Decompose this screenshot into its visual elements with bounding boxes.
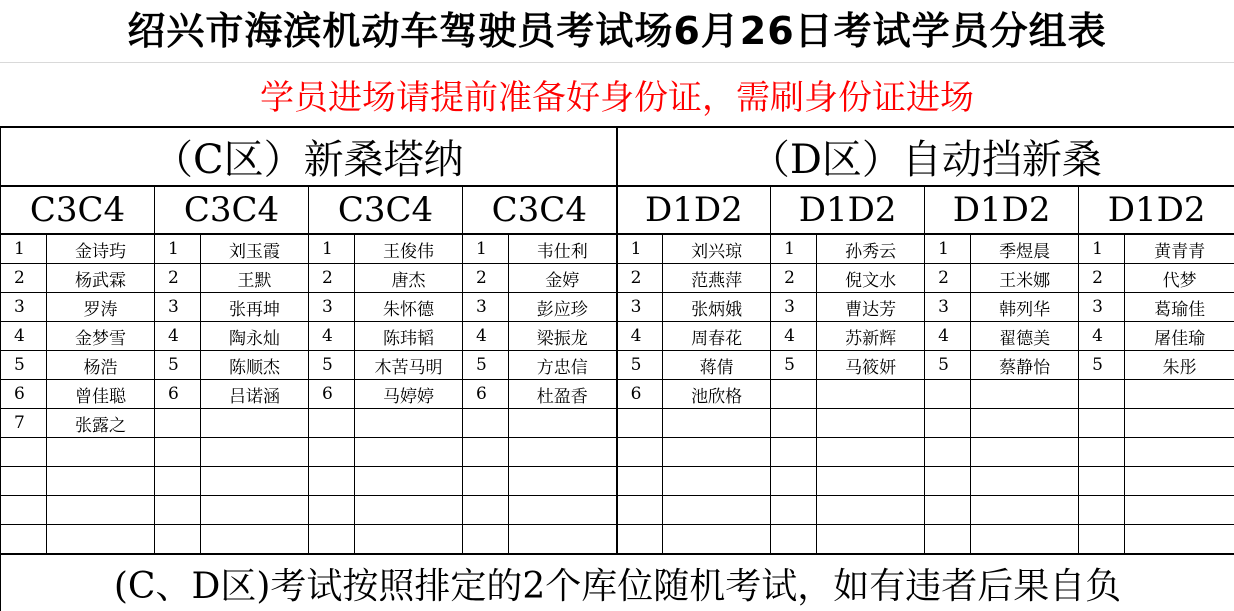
student-name: 苏新辉 xyxy=(817,322,925,351)
student-name xyxy=(509,409,617,438)
row-number: 6 xyxy=(463,380,509,409)
row-number: 3 xyxy=(1,293,47,322)
student-name xyxy=(47,525,155,555)
student-name xyxy=(1125,525,1234,555)
student-name xyxy=(971,380,1079,409)
student-name xyxy=(201,525,309,555)
student-name: 张再坤 xyxy=(201,293,309,322)
student-name xyxy=(509,467,617,496)
student-name xyxy=(47,438,155,467)
student-name: 张炳娥 xyxy=(663,293,771,322)
row-number: 4 xyxy=(771,322,817,351)
row-number: 5 xyxy=(1,351,47,380)
row-number: 2 xyxy=(1079,264,1125,293)
row-number xyxy=(771,496,817,525)
student-name xyxy=(1125,380,1234,409)
row-number: 6 xyxy=(1,380,47,409)
student-name xyxy=(663,496,771,525)
row-number: 5 xyxy=(309,351,355,380)
student-name: 木苦马明 xyxy=(355,351,463,380)
student-name: 韦仕利 xyxy=(509,234,617,264)
student-name: 梁振龙 xyxy=(509,322,617,351)
student-name: 朱怀德 xyxy=(355,293,463,322)
row-number: 4 xyxy=(1079,322,1125,351)
student-name xyxy=(509,496,617,525)
student-name xyxy=(47,496,155,525)
student-name xyxy=(663,409,771,438)
row-number xyxy=(771,380,817,409)
row-number xyxy=(463,438,509,467)
footer-note: (C、D区)考试按照排定的2个库位随机考试，如有违者后果自负 xyxy=(1,554,1234,611)
student-name: 葛瑜佳 xyxy=(1125,293,1234,322)
row-number: 4 xyxy=(155,322,201,351)
table-row xyxy=(1,234,1234,264)
student-name xyxy=(47,467,155,496)
row-number: 2 xyxy=(1,264,47,293)
student-name xyxy=(663,525,771,555)
student-name: 倪文水 xyxy=(817,264,925,293)
row-number: 3 xyxy=(1079,293,1125,322)
row-number xyxy=(309,467,355,496)
student-name: 金梦雪 xyxy=(47,322,155,351)
table-row xyxy=(1,409,1234,438)
student-name: 金诗玙 xyxy=(47,234,155,264)
group-class-header: D1D2 xyxy=(1079,186,1234,234)
grouping-table xyxy=(0,126,1234,611)
row-number: 1 xyxy=(617,234,663,264)
row-number xyxy=(617,496,663,525)
row-number xyxy=(155,438,201,467)
row-number: 6 xyxy=(309,380,355,409)
table-row xyxy=(1,293,1234,322)
row-number xyxy=(1079,380,1125,409)
row-number: 1 xyxy=(309,234,355,264)
row-number xyxy=(309,525,355,555)
student-name: 黄青青 xyxy=(1125,234,1234,264)
row-number xyxy=(155,467,201,496)
student-name: 张露之 xyxy=(47,409,155,438)
table-row xyxy=(1,496,1234,525)
row-number: 2 xyxy=(925,264,971,293)
row-number xyxy=(463,525,509,555)
student-name xyxy=(355,496,463,525)
row-number: 1 xyxy=(463,234,509,264)
student-name xyxy=(201,409,309,438)
student-name xyxy=(201,438,309,467)
student-name xyxy=(817,496,925,525)
row-number: 3 xyxy=(309,293,355,322)
student-name xyxy=(817,380,925,409)
row-number: 5 xyxy=(617,351,663,380)
row-number xyxy=(925,467,971,496)
student-name xyxy=(355,467,463,496)
student-name xyxy=(201,496,309,525)
row-number xyxy=(925,438,971,467)
student-name: 陈顺杰 xyxy=(201,351,309,380)
zone-c-header: （C区）新桑塔纳 xyxy=(1,127,617,186)
student-name xyxy=(971,525,1079,555)
student-name xyxy=(1125,409,1234,438)
row-number: 2 xyxy=(155,264,201,293)
row-number: 4 xyxy=(925,322,971,351)
row-number xyxy=(925,380,971,409)
zone-d-header: （D区）自动挡新桑 xyxy=(617,127,1234,186)
row-number xyxy=(1,525,47,555)
student-name: 杜盈香 xyxy=(509,380,617,409)
table-row xyxy=(1,467,1234,496)
student-name: 朱彤 xyxy=(1125,351,1234,380)
table-row xyxy=(1,322,1234,351)
student-name: 周春花 xyxy=(663,322,771,351)
group-class-header: C3C4 xyxy=(155,186,309,234)
student-name xyxy=(201,467,309,496)
student-name: 蒋倩 xyxy=(663,351,771,380)
student-name: 杨武霖 xyxy=(47,264,155,293)
group-class-header: C3C4 xyxy=(1,186,155,234)
row-number: 7 xyxy=(1,409,47,438)
row-number: 2 xyxy=(771,264,817,293)
student-name xyxy=(509,438,617,467)
row-number: 2 xyxy=(463,264,509,293)
row-number: 5 xyxy=(771,351,817,380)
group-class-header: D1D2 xyxy=(925,186,1079,234)
row-number xyxy=(617,525,663,555)
row-number xyxy=(1079,496,1125,525)
row-number xyxy=(771,409,817,438)
student-name: 王俊伟 xyxy=(355,234,463,264)
row-number xyxy=(771,525,817,555)
student-name xyxy=(817,467,925,496)
row-number: 2 xyxy=(617,264,663,293)
student-name: 杨浩 xyxy=(47,351,155,380)
student-name xyxy=(971,496,1079,525)
student-name xyxy=(1125,496,1234,525)
group-class-header: D1D2 xyxy=(617,186,771,234)
student-name: 翟德美 xyxy=(971,322,1079,351)
row-number xyxy=(1079,525,1125,555)
row-number xyxy=(617,438,663,467)
student-name xyxy=(1125,467,1234,496)
row-number xyxy=(463,409,509,438)
group-class-header: C3C4 xyxy=(463,186,617,234)
row-number xyxy=(1079,467,1125,496)
student-name: 金婷 xyxy=(509,264,617,293)
row-number xyxy=(155,525,201,555)
student-name: 罗涛 xyxy=(47,293,155,322)
row-number xyxy=(1,438,47,467)
row-number: 4 xyxy=(309,322,355,351)
row-number: 5 xyxy=(1079,351,1125,380)
row-number xyxy=(925,409,971,438)
row-number xyxy=(617,467,663,496)
student-name: 池欣格 xyxy=(663,380,771,409)
row-number xyxy=(771,467,817,496)
student-name xyxy=(817,409,925,438)
student-name xyxy=(355,525,463,555)
row-number: 1 xyxy=(1,234,47,264)
table-row xyxy=(1,525,1234,555)
student-name: 陈玮韬 xyxy=(355,322,463,351)
student-name: 王默 xyxy=(201,264,309,293)
student-name: 吕诺涵 xyxy=(201,380,309,409)
student-name: 彭应珍 xyxy=(509,293,617,322)
student-name xyxy=(355,438,463,467)
student-name xyxy=(971,467,1079,496)
group-class-header: D1D2 xyxy=(771,186,925,234)
student-name: 陶永灿 xyxy=(201,322,309,351)
table-row xyxy=(1,380,1234,409)
student-name xyxy=(817,525,925,555)
notice-text: 学员进场请提前准备好身份证，需刷身份证进场 xyxy=(0,62,1234,127)
row-number: 3 xyxy=(463,293,509,322)
student-name: 刘兴琼 xyxy=(663,234,771,264)
student-name: 刘玉霞 xyxy=(201,234,309,264)
student-name xyxy=(663,438,771,467)
row-number: 4 xyxy=(1,322,47,351)
student-name: 方忠信 xyxy=(509,351,617,380)
row-number xyxy=(309,438,355,467)
student-name xyxy=(1125,438,1234,467)
row-number xyxy=(155,409,201,438)
student-name: 蔡静怡 xyxy=(971,351,1079,380)
student-name: 唐杰 xyxy=(355,264,463,293)
row-number: 5 xyxy=(463,351,509,380)
table-row xyxy=(1,351,1234,380)
table-row xyxy=(1,438,1234,467)
row-number: 6 xyxy=(155,380,201,409)
student-name: 马筱妍 xyxy=(817,351,925,380)
row-number xyxy=(309,496,355,525)
row-number xyxy=(463,467,509,496)
row-number: 1 xyxy=(1079,234,1125,264)
row-number xyxy=(617,409,663,438)
student-name: 范燕萍 xyxy=(663,264,771,293)
student-name xyxy=(355,409,463,438)
row-number: 3 xyxy=(617,293,663,322)
student-name: 季煜晨 xyxy=(971,234,1079,264)
row-number: 2 xyxy=(309,264,355,293)
row-number xyxy=(155,496,201,525)
student-name xyxy=(817,438,925,467)
row-number: 4 xyxy=(617,322,663,351)
row-number: 3 xyxy=(155,293,201,322)
table-row xyxy=(1,264,1234,293)
student-name: 屠佳瑜 xyxy=(1125,322,1234,351)
student-name: 王米娜 xyxy=(971,264,1079,293)
row-number xyxy=(1,467,47,496)
row-number xyxy=(925,525,971,555)
row-number: 4 xyxy=(463,322,509,351)
student-name xyxy=(509,525,617,555)
row-number xyxy=(771,438,817,467)
row-number xyxy=(925,496,971,525)
row-number: 6 xyxy=(617,380,663,409)
row-number: 5 xyxy=(155,351,201,380)
row-number: 3 xyxy=(771,293,817,322)
row-number xyxy=(1,496,47,525)
student-name: 曾佳聪 xyxy=(47,380,155,409)
row-number xyxy=(1079,409,1125,438)
student-name: 马婷婷 xyxy=(355,380,463,409)
row-number: 1 xyxy=(155,234,201,264)
row-number: 1 xyxy=(771,234,817,264)
row-number xyxy=(309,409,355,438)
student-name xyxy=(971,438,1079,467)
row-number: 1 xyxy=(925,234,971,264)
student-name: 韩列华 xyxy=(971,293,1079,322)
student-name xyxy=(971,409,1079,438)
student-name xyxy=(663,467,771,496)
row-number: 5 xyxy=(925,351,971,380)
student-name: 孙秀云 xyxy=(817,234,925,264)
student-name: 代梦 xyxy=(1125,264,1234,293)
row-number xyxy=(463,496,509,525)
group-class-header: C3C4 xyxy=(309,186,463,234)
row-number xyxy=(1079,438,1125,467)
student-name: 曹达芳 xyxy=(817,293,925,322)
row-number: 3 xyxy=(925,293,971,322)
page-title: 绍兴市海滨机动车驾驶员考试场6月26日考试学员分组表 xyxy=(0,0,1234,62)
